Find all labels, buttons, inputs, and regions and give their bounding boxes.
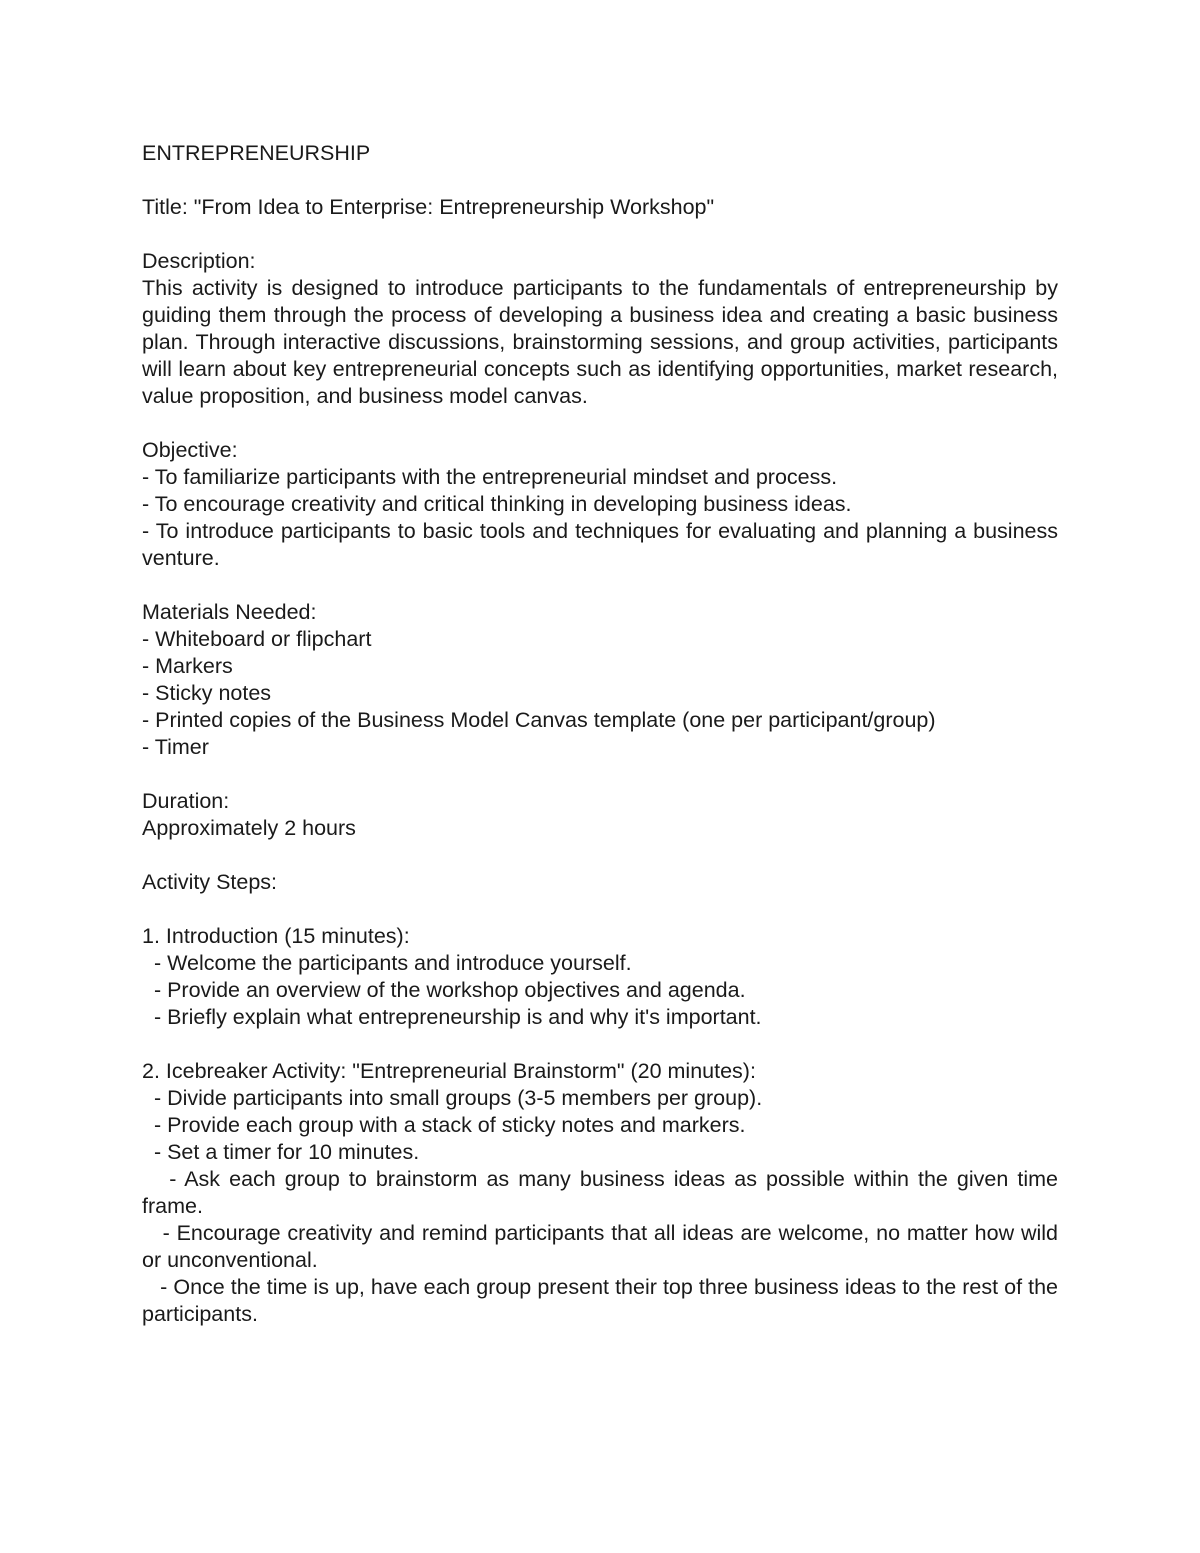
materials-label: Materials Needed: <box>142 600 317 624</box>
spacer <box>142 896 1058 923</box>
spacer <box>142 1031 1058 1058</box>
materials-item: - Printed copies of the Business Model Canvas template (one per participant/group) <box>142 708 936 732</box>
spacer <box>142 842 1058 869</box>
spacer <box>142 761 1058 788</box>
step-item: - Provide an overview of the workshop objectives and agenda. <box>142 978 746 1002</box>
spacer <box>142 167 1058 194</box>
description-text: This activity is designed to introduce participants to the fundamentals of entrepreneurship by guiding them through the process of developing a business idea and creating a basic business plan. Through interactive discussions, brainstorming sessions, and group activities, participants will learn about key entrepreneurial concepts such as identifying opportunities, market research, value proposition, and business model canvas. <box>142 276 1058 408</box>
document-body <box>142 140 1064 1328</box>
objective-item: - To familiarize participants with the entrepreneurial mindset and process. <box>142 465 838 489</box>
step-item: - Once the time is up, have each group present their top three business ideas to the rest of the participants. <box>142 1275 1064 1326</box>
description-label: Description: <box>142 249 256 273</box>
step-item: - Briefly explain what entrepreneurship is and why it's important. <box>142 1005 762 1029</box>
objective-label: Objective: <box>142 438 238 462</box>
step-item: - Welcome the participants and introduce yourself. <box>142 951 632 975</box>
activity-steps-label: Activity Steps: <box>142 870 278 894</box>
step-title: 2. Icebreaker Activity: "Entrepreneurial Brainstorm" (20 minutes): <box>142 1059 756 1083</box>
document-heading: ENTREPRENEURSHIP <box>142 141 371 165</box>
spacer <box>142 410 1058 437</box>
objective-item: - To introduce participants to basic tools and techniques for evaluating and planning a business venture. <box>142 519 1058 570</box>
materials-item: - Timer <box>142 735 209 759</box>
spacer <box>142 572 1058 599</box>
step-item: - Ask each group to brainstorm as many business ideas as possible within the given time frame. <box>142 1167 1064 1218</box>
step-title: 1. Introduction (15 minutes): <box>142 924 410 948</box>
duration-label: Duration: <box>142 789 230 813</box>
materials-item: - Whiteboard or flipchart <box>142 627 372 651</box>
workshop-title: Title: "From Idea to Enterprise: Entrepreneurship Workshop" <box>142 195 715 219</box>
step-item: - Encourage creativity and remind participants that all ideas are welcome, no matter how wild or unconventional. <box>142 1221 1064 1272</box>
objective-item: - To encourage creativity and critical thinking in developing business ideas. <box>142 492 852 516</box>
materials-item: - Markers <box>142 654 233 678</box>
spacer <box>142 221 1058 248</box>
step-item: - Set a timer for 10 minutes. <box>142 1140 420 1164</box>
duration-value: Approximately 2 hours <box>142 816 356 840</box>
step-item: - Provide each group with a stack of sticky notes and markers. <box>142 1113 746 1137</box>
materials-item: - Sticky notes <box>142 681 272 705</box>
step-item: - Divide participants into small groups (3-5 members per group). <box>142 1086 763 1110</box>
